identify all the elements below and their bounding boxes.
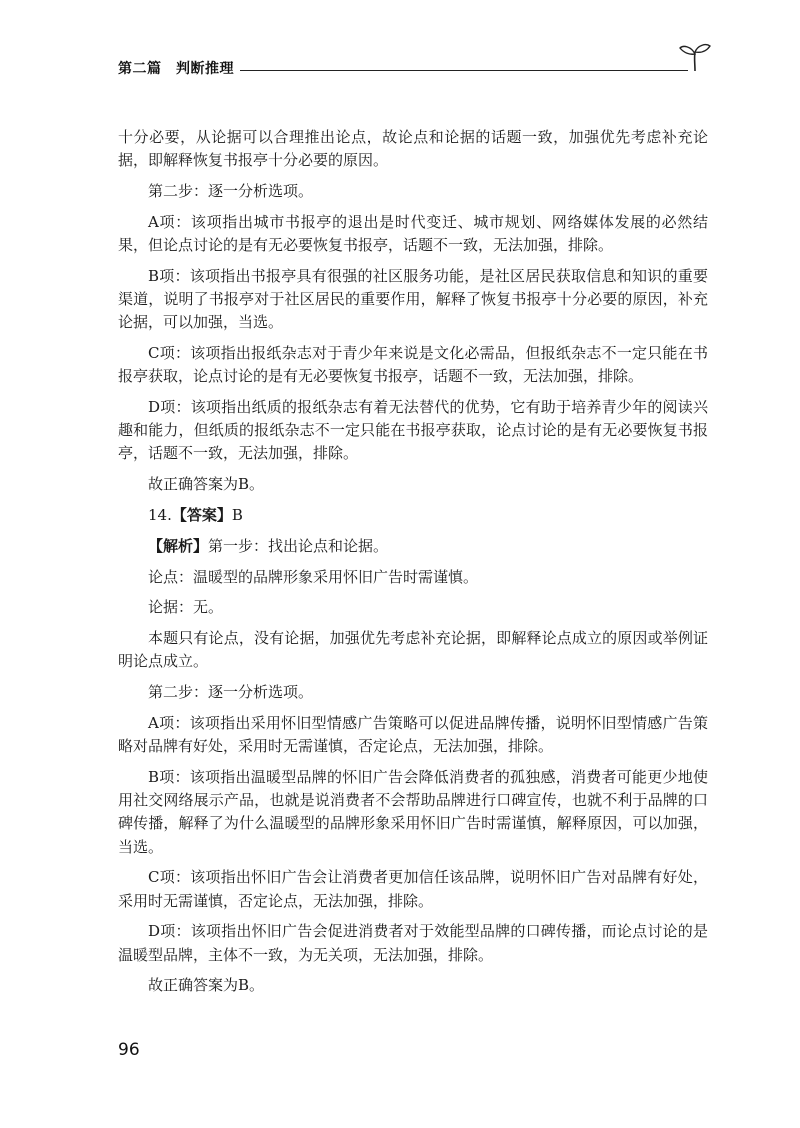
thesis-paragraph: 论点：温暖型的品牌形象采用怀旧广告时需谨慎。 [148,567,479,586]
running-header [118,56,708,86]
page-number: 96 [118,1040,140,1060]
option-b-paragraph: B项：该项指出书报亭具有很强的社区服务功能，是社区居民获取信息和知识的重要渠道，说明了书报亭对于社区居民的重要作用，解释了恢复书报亭十分必要的原因，补充论据，可以加强，当选。 [118,266,708,332]
question-14-analysis-line [118,535,708,558]
option-a-paragraph: A项：该项指出城市书报亭的退出是时代变迁、城市规划、网络媒体发展的必然结果，但论点讨论的是有无必要恢复书报亭，话题不一致，无法加强，排除。 [118,212,708,254]
option-c-paragraph: C项：该项指出怀旧广告会让消费者更加信任该品牌，说明怀旧广告对品牌有好处，采用时无需谨慎，否定论点，无法加强，排除。 [118,868,708,910]
answer-conclusion: 故正确答案为B。 [148,475,265,494]
question-14-answer-line [118,504,708,527]
body-paragraph: 第二步：逐一分析选项。 [148,683,314,702]
evidence-paragraph: 论据：无。 [148,598,224,617]
header-rule [228,70,688,71]
option-c-paragraph: C项：该项指出报纸杂志对于青少年来说是文化必需品，但报纸杂志不一定只能在书报亭获取，论点讨论的是有无必要恢复书报亭，话题不一致，无法加强，排除。 [118,344,708,386]
option-d-paragraph: D项：该项指出纸质的报纸杂志有着无法替代的优势，它有助于培养青少年的阅读兴趣和能力，但纸质的报纸杂志不一定只能在书报亭获取，论点讨论的是有无必要恢复书报亭，话题不一致，无法加强，排除。 [118,398,708,463]
option-a-paragraph: A项：该项指出采用怀旧型情感广告策略可以促进品牌传播，说明怀旧型情感广告策略对品牌有好处，采用时无需谨慎，否定论点，无法加强，排除。 [118,713,708,756]
page-body [118,126,708,1005]
question-number: 14. [148,506,172,524]
body-paragraph: 第二步：逐一分析选项。 [148,182,314,200]
body-paragraph: 十分必要，从论据可以合理推出论点，故论点和论据的话题一致，加强优先考虑补充论据，即解释恢复书报亭十分必要的原因。 [118,128,708,170]
option-b-paragraph: B项：该项指出温暖型品牌的怀旧广告会降低消费者的孤独感，消费者可能更少地使用社交网络展示产品，也就是说消费者不会帮助品牌进行口碑宣传，也就不利于品牌的口碑传播，解释了为什么温暖型的品牌形象采用怀旧广告时需谨慎，解释原因，可以加强，当选。 [118,767,708,856]
analysis-step-one: 第一步：找出论点和论据。 [208,536,389,555]
answer-tag: 【答案】 [171,506,232,524]
body-paragraph: 本题只有论点，没有论据，加强优先考虑补充论据，即解释论点成立的原因或举例证明论点成立。 [118,629,708,671]
answer-conclusion: 故正确答案为B。 [148,976,265,995]
analysis-tag: 【解析】 [148,536,209,555]
sprout-icon [678,42,712,72]
option-d-paragraph: D项：该项指出怀旧广告会促进消费者对于效能型品牌的口碑传播，而论点讨论的是温暖型品牌，主体不一致，为无关项，无法加强，排除。 [118,922,708,964]
chapter-title: 第二篇 判断推理 [118,58,240,78]
answer-value: B [231,506,243,524]
